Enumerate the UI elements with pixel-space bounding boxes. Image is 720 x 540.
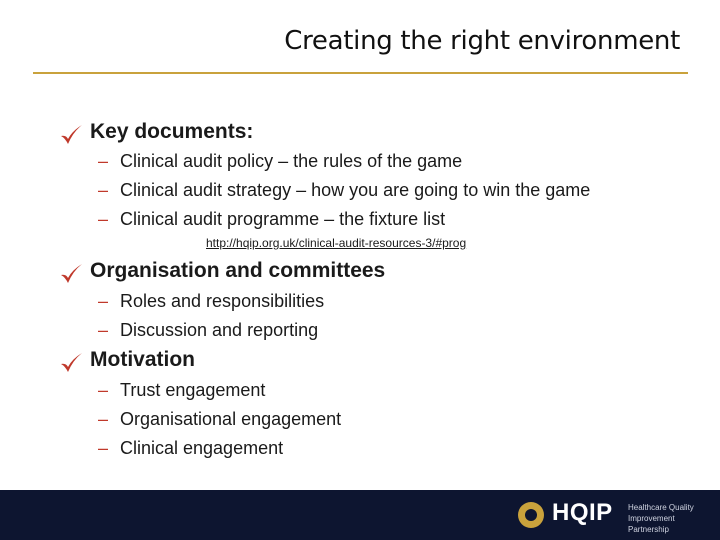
- list-item: – Roles and responsibilities: [98, 291, 325, 311]
- dash-icon: –: [98, 380, 109, 400]
- title-divider: [33, 72, 688, 74]
- list-item: – Clinical audit programme – the fixture list: [98, 209, 446, 229]
- list-item: – Trust engagement: [98, 380, 266, 400]
- list-item: – Clinical audit policy – the rules of the game: [98, 151, 463, 171]
- checkmark-icon: [58, 261, 84, 287]
- section-heading: Motivation: [90, 348, 195, 371]
- footer-bar: [0, 490, 720, 540]
- dash-icon: –: [98, 409, 109, 429]
- resources-link[interactable]: http://hqip.org.uk/clinical-audit-resources-3/#prog: [206, 236, 467, 250]
- dash-icon: –: [98, 180, 109, 200]
- dash-icon: –: [98, 320, 109, 340]
- list-item: – Organisational engagement: [98, 409, 342, 429]
- slide-title: Creating the right environment: [284, 26, 680, 56]
- logo-subtitle: Healthcare Quality Improvement Partnership: [628, 503, 694, 534]
- dash-icon: –: [98, 209, 109, 229]
- hqip-logo-icon: [518, 502, 544, 528]
- section-heading: Key documents:: [90, 120, 254, 143]
- checkmark-icon: [58, 350, 84, 376]
- list-item: – Clinical audit strategy – how you are going to win the game: [98, 180, 591, 200]
- logo-wordmark: HQIP: [552, 499, 613, 526]
- section-heading: Organisation and committees: [90, 259, 386, 282]
- dash-icon: –: [98, 438, 109, 458]
- checkmark-icon: [58, 122, 84, 148]
- dash-icon: –: [98, 151, 109, 171]
- list-item: – Clinical engagement: [98, 438, 284, 458]
- list-item: – Discussion and reporting: [98, 320, 319, 340]
- dash-icon: –: [98, 291, 109, 311]
